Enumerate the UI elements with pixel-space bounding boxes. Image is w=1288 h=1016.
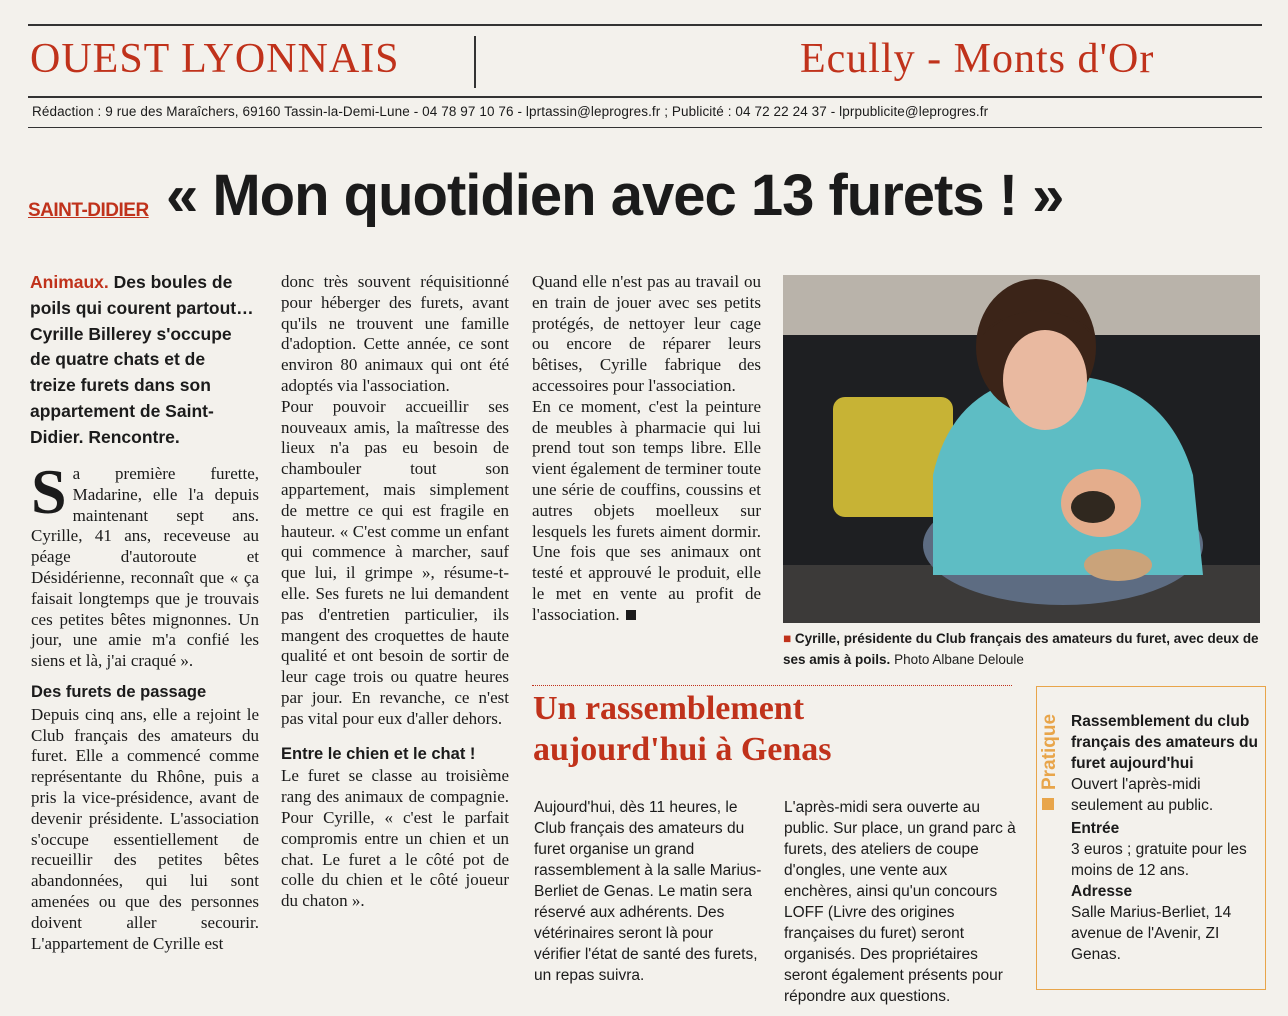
article-photo — [783, 275, 1260, 623]
photo-credit: Photo Albane Deloule — [894, 652, 1024, 667]
column-2-paragraph-1: donc très souvent réquisitionné pour héberger des furets, avant qu'ils ne trouvent une famille d'adoption. Cette année, ce sont environ 80 animaux qui ont été adoptés via l'association. — [281, 272, 509, 395]
top-rule — [28, 24, 1262, 26]
drop-cap: S — [31, 456, 67, 527]
column-2-paragraph-3: Le furet se classe au troisième rang des animaux de compagnie. Pour Cyrille, « c'est le parfait compromis entre un chien et un chat. Le furet a le côté pot de colle du chien et le côté joueur du chaton ». — [281, 766, 509, 911]
subheading-chien-chat: Entre le chien et le chat ! — [281, 744, 476, 763]
sidebar-column-2: L'après-midi sera ouverte au public. Sur place, un grand parc à furets, des ateliers de coupe d'ongles, une vente aux enchères, ainsi qu'un concours LOFF (Livre des origines françaises du furet) seront organisés. Des propriétaires seront également présents pour répondre aux questions. — [784, 799, 1016, 1005]
column-3-paragraph-2: En ce moment, c'est la peinture de meubles à pharmacie qui lui prend tout son temps libre. Elle vient également de terminer toute une série de couffins, coussins et autres objets moelleux sur lesquels les furets aiment dormir. Une fois que ses animaux ont testé et approuvé le produit, elle le met en vente au profit de l'association. — [532, 396, 761, 624]
photo-illustration — [783, 275, 1260, 623]
caption-text: Cyrille, présidente du Club français des amateurs du furet, avec deux de ses amis à poils. — [783, 631, 1259, 667]
pratique-title: Rassemblement du club français des amateurs du furet aujourd'hui — [1071, 713, 1258, 772]
pratique-label-svg — [1038, 702, 1060, 812]
article-column-3 — [532, 272, 761, 626]
pratique-address-text: Salle Marius-Berliet, 14 avenue de l'Avenir, ZI Genas. — [1071, 904, 1232, 963]
pratique-title-note: Ouvert l'après-midi seulement au public. — [1071, 776, 1214, 814]
sidebar-headline: Un rassemblement aujourd'hui à Genas — [533, 690, 832, 768]
lede-text: Des boules de poils qui courent partout… Cyrille Billerey s'occupe de quatre chats et de treize furets dans son appartement de Saint-Didier. Rencontre. — [30, 272, 254, 447]
contact-address: Rédaction : 9 rue des Maraîchers, 69160 Tassin-la-Demi-Lune - 04 78 97 10 76 - lprtassin@leprogres.fr ; Publicité : 04 72 22 24 37 - lprpublicite@leprogres.fr — [32, 104, 989, 119]
section-name: OUEST LYONNAIS — [30, 36, 400, 82]
sidebar-column-1: Aujourd'hui, dès 11 heures, le Club français des amateurs du furet organise un grand rassemblement à la salle Marius-Berliet de Genas. Le matin sera réservé aux adhérents. Des vétérinaires seront là pour vérifier l'état de santé des furets, un repas suivra. — [534, 799, 762, 984]
caption-bullet: ■ — [783, 631, 792, 646]
article-lede — [30, 270, 255, 451]
article-headline: « Mon quotidien avec 13 furets ! » — [166, 163, 1064, 228]
pratique-address-label: Adresse — [1071, 883, 1133, 900]
pratique-content — [1071, 711, 1261, 965]
pratique-square-icon — [1042, 798, 1054, 810]
column-2-paragraph-2: Pour pouvoir accueillir ses nouveaux amis, la maîtresse des lieux n'a pas eu besoin de chambouler tout son appartement, mais simplement de mettre ce qui est fragile en hauteur. « C'est comme un enfant qui commence à marcher, sauf que lui, il grimpe », résume-t-elle. Ses furets ne lui demandent pas d'entretien particulier, ils mangent des croquettes de haute qualité et ont besoin de sortir de leur cage trois ou quatre heures par jour. En revanche, ce n'est pas vital pour eux d'aller dehors. — [281, 396, 509, 728]
address-bottom-rule — [28, 127, 1262, 128]
edition-name: Ecully - Monts d'Or — [800, 36, 1155, 82]
sidebar-dotted-rule — [532, 685, 1012, 686]
article-column-1 — [31, 456, 259, 954]
end-of-article-mark — [626, 610, 636, 620]
location-tag: SAINT-DIDIER — [28, 200, 149, 221]
section-divider — [474, 36, 476, 88]
photo-caption — [783, 628, 1263, 670]
column-1-paragraph-1: a première furette, Madarine, elle l'a depuis maintenant sept ans. Cyrille, 41 ans, receveuse au péage d'autoroute et Désidérienne, reconnaît que « ça faisait longtemps que je trouvais ces petites bêtes mignonnes. Un jour, une amie m'a confié les siens et là, j'ai craqué ». — [31, 464, 259, 671]
article-column-2 — [281, 272, 509, 912]
column-1-paragraph-2: Depuis cinq ans, elle a rejoint le Club français des amateurs du furet. Elle a commencé comme représentante du Rhône, puis a pris la vice-présidence, avant de devenir présidente. L'association s'occupe essentiellement de recueillir des petites bêtes abandonnées, qui lui sont amenées ou que des personnes doivent aller secourir. L'appartement de Cyrille est — [31, 704, 259, 953]
pratique-label-text: Pratique — [1039, 713, 1060, 790]
lede-kicker: Animaux. — [30, 272, 109, 292]
pratique-label — [1038, 702, 1060, 812]
subheading-passage: Des furets de passage — [31, 682, 207, 701]
header-bottom-rule — [28, 96, 1262, 98]
pratique-entry-text: 3 euros ; gratuite pour les moins de 12 ans. — [1071, 841, 1247, 879]
pratique-entry-label: Entrée — [1071, 820, 1120, 837]
column-3-paragraph-1: Quand elle n'est pas au travail ou en train de jouer avec ses petits protégés, de nettoyer leur cage ou encore de réparer leurs bêtises, Cyrille fabrique des accessoires pour l'association. — [532, 272, 761, 395]
